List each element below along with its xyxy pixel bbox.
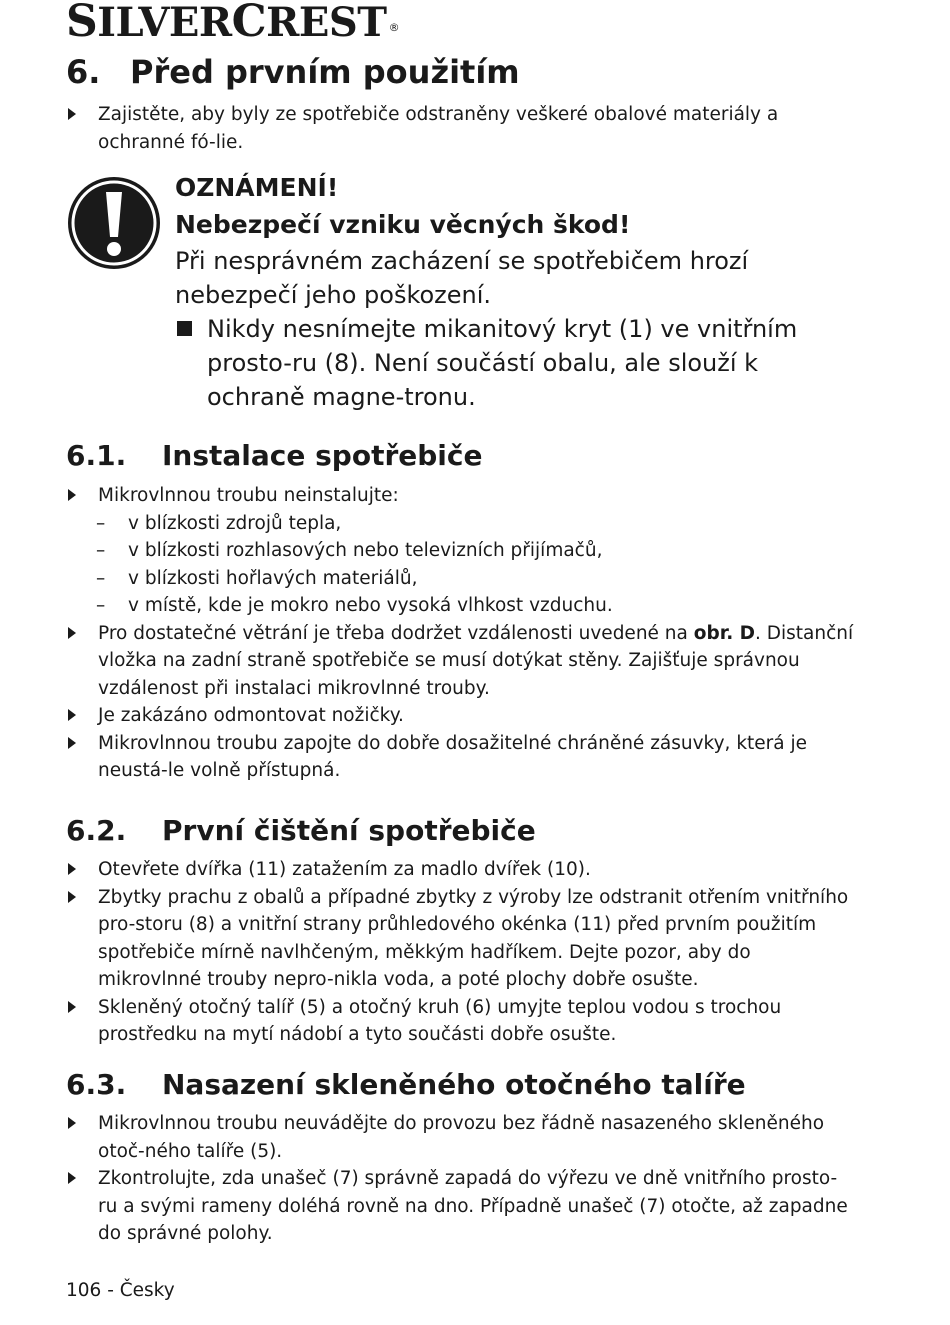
notice-heading: Nebezpečí vzniku věcných škod! (175, 210, 631, 239)
section-6-1-heading (66, 439, 482, 473)
section-title: První čištění spotřebiče (162, 814, 536, 847)
exclamation-circle-icon (66, 175, 162, 271)
section-title: Před prvním použitím (130, 53, 520, 91)
notice-box (175, 170, 855, 414)
section-6-heading (66, 52, 520, 92)
triangle-bullet-icon (68, 627, 76, 639)
dash-item: – v místě, kde je mokro nebo vysoká vlhkost vzduchu. (96, 595, 613, 616)
triangle-bullet-icon (68, 1001, 76, 1013)
list-item: Zbytky prachu z obalů a případné zbytky z výroby lze odstranit otřením vnitřního pro-storu (8) a vnitřní strany průhledového okénka (11) před prvním použitím spotřebiče mírně navlhčeným, měkkým hadříkem. Dejte pozor, aby do mikrovlnné trouby nepro-nikla voda, a poté plochy dobře osušte. (66, 884, 856, 994)
list-item: Mikrovlnnou troubu neuvádějte do provozu bez řádně nasazeného skleněného otoč-ného talíře (5). (66, 1110, 856, 1165)
dash-item: – v blízkosti zdrojů tepla, (96, 512, 342, 534)
section-number: 6.1. (66, 439, 127, 472)
triangle-bullet-icon (68, 108, 76, 120)
list-item: Je zakázáno odmontovat nožičky. (66, 702, 856, 730)
section-title: Instalace spotřebiče (162, 439, 483, 472)
list-item: Mikrovlnnou troubu zapojte do dobře dosažitelné chráněné zásuvky, která je neustá-le volně přístupná. (66, 730, 856, 785)
section-6-2-heading (66, 814, 536, 848)
section-number: 6.3. (66, 1068, 127, 1101)
list-item: Skleněný otočný talíř (5) a otočný kruh (6) umyjte teplou vodou s trochou prostředku na mytí nádobí a tyto součásti dobře osušte. (66, 994, 856, 1049)
section-title: Nasazení skleněného otočného talíře (162, 1068, 746, 1101)
section-6-1-body (66, 482, 856, 785)
triangle-bullet-icon (68, 709, 76, 721)
section-6-body (66, 101, 856, 156)
list-item: Pro dostatečné větrání je třeba dodržet vzdálenosti uvedené na obr. D. Distanční vložka na zadní straně spotřebiče se musí dotýkat stěny. Zajišťuje správnou vzdálenost při instalaci mikrovlnné trouby. (66, 620, 856, 703)
triangle-bullet-icon (68, 489, 76, 501)
dash-item: – v blízkosti rozhlasových nebo televizních přijímačů, (96, 540, 603, 561)
list-item: Zkontrolujte, zda unašeč (7) správně zapadá do výřezu ve dně vnitřního prosto-ru a svými rameny doléhá rovně na dno. Případně unašeč (7) otočte, až zapadne do správné polohy. (66, 1165, 856, 1248)
triangle-bullet-icon (68, 863, 76, 875)
list-item: Otevřete dvířka (11) zatažením za madlo dvířek (10). (66, 856, 856, 884)
list-item: Zajistěte, aby byly ze spotřebiče odstraněny veškeré obalové materiály a ochranné fó-lie. (66, 101, 856, 156)
page-number: 106 - Česky (66, 1280, 175, 1301)
figure-reference: obr. D (693, 622, 756, 644)
notice-label: OZNÁMENÍ! (175, 173, 339, 202)
section-number: 6. (66, 53, 101, 91)
list-item: Mikrovlnnou troubu neinstalujte: (66, 482, 856, 510)
section-6-2-body (66, 856, 856, 1049)
square-bullet-icon (177, 321, 192, 336)
triangle-bullet-icon (68, 1117, 76, 1129)
notice-text: Při nesprávném zacházení se spotřebičem hrozí nebezpečí jeho poškození. (175, 247, 749, 309)
triangle-bullet-icon (68, 1172, 76, 1184)
silvercrest-logo: SILVERCREST ® (66, 0, 400, 47)
dash-item: – v blízkosti hořlavých materiálů, (96, 567, 418, 589)
triangle-bullet-icon (68, 737, 76, 749)
notice-list-item: Nikdy nesnímejte mikanitový kryt (1) ve vnitřním prosto-ru (8). Není součástí obalu, ale slouží k ochraně magne-tronu. (175, 312, 855, 414)
triangle-bullet-icon (68, 891, 76, 903)
section-6-3-body (66, 1110, 856, 1248)
section-number: 6.2. (66, 814, 127, 847)
section-6-3-heading (66, 1068, 746, 1102)
